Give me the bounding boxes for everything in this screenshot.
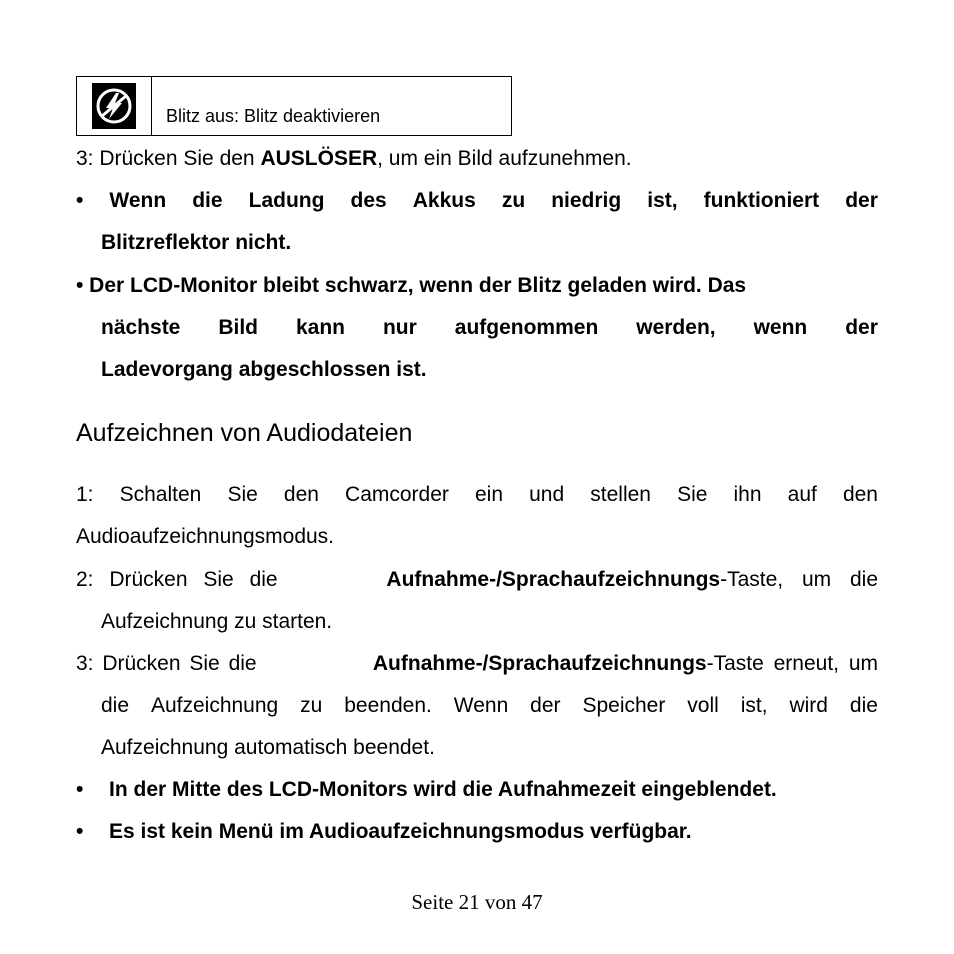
audio-step3-line2	[101, 694, 878, 718]
word: nur	[382, 316, 417, 339]
word: Wenn	[453, 694, 509, 717]
word: ihn	[733, 483, 762, 506]
bullet-no-menu-text: Es ist kein Menü im Audioaufzeichnungsmodus verfügbar.	[109, 820, 692, 843]
step-shutter-text: 3: Drücken Sie den	[76, 147, 261, 170]
audio-step3-text-end: -Taste erneut, um	[706, 652, 878, 675]
audio-step3-text: 3: Drücken Sie die	[76, 652, 257, 675]
audio-step3-line3: Aufzeichnung automatisch beendet.	[101, 736, 435, 759]
bullet-lcd-line3: Ladevorgang abgeschlossen ist.	[101, 358, 427, 381]
word: ist,	[647, 189, 678, 212]
bullet-lcd-line1: • Der LCD-Monitor bleibt schwarz, wenn der Blitz geladen wird. Das	[76, 274, 747, 297]
word: Aufzeichnung	[150, 694, 279, 717]
word: auf	[787, 483, 817, 506]
word: nächste	[101, 316, 181, 339]
word: aufgenommen	[454, 316, 599, 339]
step-shutter-text-end: , um ein Bild aufzunehmen.	[377, 147, 632, 170]
word: beenden.	[344, 694, 432, 717]
audio-step3-key	[373, 652, 878, 676]
word: der	[845, 316, 878, 339]
word: des	[350, 189, 387, 212]
word: kann	[295, 316, 345, 339]
word: ein	[475, 483, 504, 506]
flash-description: Blitz aus: Blitz deaktivieren	[166, 106, 381, 126]
flash-off-icon	[92, 83, 136, 129]
word: Bild	[218, 316, 259, 339]
word: Speicher	[582, 694, 666, 717]
word: werden,	[636, 316, 716, 339]
bullet-battery-line1	[76, 189, 878, 213]
record-button-name-2: Aufnahme-/Sprachaufzeichnungs	[372, 652, 707, 675]
bullet-recording-time-text: In der Mitte des LCD-Monitors wird die Aufnahmezeit eingeblendet.	[109, 778, 777, 801]
word: die	[101, 694, 130, 717]
bullet-mark: •	[76, 778, 84, 801]
word: 1:	[76, 483, 94, 506]
flash-mode-table	[76, 76, 512, 136]
word: voll	[687, 694, 719, 717]
word: der	[530, 694, 561, 717]
word: zu	[300, 694, 323, 717]
word: wenn	[753, 316, 808, 339]
audio-step2-line1	[76, 568, 878, 592]
page-footer: Seite 21 von 47	[411, 890, 543, 914]
record-button-name: Aufnahme-/Sprachaufzeichnungs	[386, 568, 721, 591]
word: niedrig	[551, 189, 622, 212]
word: Camcorder	[345, 483, 449, 506]
word: stellen	[590, 483, 651, 506]
bullet-mark: •	[76, 820, 84, 843]
word: und	[529, 483, 565, 506]
audio-step3-line1	[76, 652, 878, 676]
word: Schalten	[119, 483, 202, 506]
shutter-button-name: AUSLÖSER	[260, 147, 378, 170]
word: wird	[789, 694, 828, 717]
word: der	[845, 189, 878, 212]
audio-step1-line1	[76, 483, 878, 507]
word: Sie	[227, 483, 258, 506]
word: funktioniert	[703, 189, 820, 212]
word: den	[283, 483, 319, 506]
section-heading: Aufzeichnen von Audiodateien	[76, 419, 413, 447]
bullet-recording-time	[76, 778, 777, 802]
step-shutter	[76, 147, 632, 171]
word: ist,	[740, 694, 768, 717]
word: Akkus	[412, 189, 476, 212]
word: Ladung	[248, 189, 325, 212]
audio-step2-text-end: -Taste, um die	[720, 568, 878, 591]
bullet-no-menu	[76, 820, 692, 844]
audio-step2-text: 2: Drücken Sie die	[76, 568, 278, 591]
word: Sie	[677, 483, 708, 506]
bullet-lcd-line2	[101, 316, 878, 340]
bullet-battery-line2: Blitzreflektor nicht.	[101, 231, 292, 254]
audio-step1-line2: Audioaufzeichnungsmodus.	[76, 525, 335, 548]
word: •	[76, 189, 84, 212]
flash-icon-cell	[77, 77, 152, 135]
audio-step2-line2: Aufzeichnung zu starten.	[101, 610, 333, 633]
word: die	[192, 189, 223, 212]
word: die	[849, 694, 878, 717]
audio-step2-key	[386, 568, 878, 592]
word: den	[842, 483, 878, 506]
flash-description-cell	[152, 77, 511, 135]
word: zu	[501, 189, 526, 212]
word: Wenn	[109, 189, 167, 212]
